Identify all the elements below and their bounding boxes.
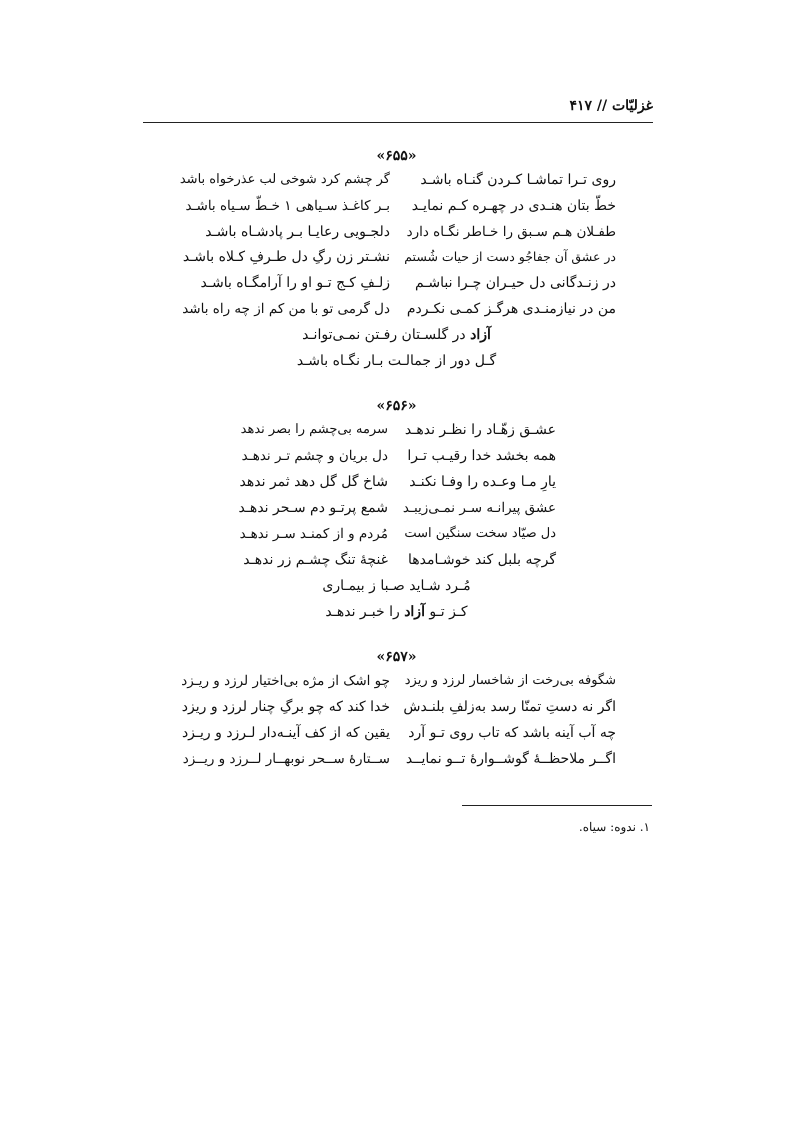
first-hemistich: عشـق زهّـاد را نظـر ندهـد: [404, 422, 556, 438]
second-hemistich: گر چشم کرد شوخی لب عذرخواه باشد: [179, 172, 390, 187]
second-hemistich: شمع پرتـو دم سـحر ندهـد: [238, 500, 388, 516]
couplet: [180, 172, 616, 192]
couplet: [238, 474, 556, 494]
couplet: [238, 448, 556, 468]
second-hemistich: نشـتر زن رگِ دل طـرفِ کـلاه باشـد: [182, 249, 390, 265]
couplet: [180, 275, 616, 295]
second-hemistich: ســتارهٔ ســحر نوبهــار لــرزد و ریــزد: [182, 751, 390, 767]
second-hemistich: دل بریان و چشم تـر ندهـد: [241, 448, 388, 464]
takhallos-line-1: مُـرد شـاید صـبا ز بیمـاری: [322, 578, 471, 594]
couplet: [238, 422, 556, 442]
second-hemistich: چو اشک از مژه بی‌اختیار لرزد و ریـزد: [181, 673, 390, 689]
first-hemistich: روی تـرا تماشـا کـردن گنـاه باشـد: [420, 172, 616, 188]
takhallos-line-1: [0, 327, 793, 343]
first-hemistich: اگر نه دستِ تمنّا رسد به‌زلفِ بلنـدش: [403, 699, 616, 715]
couplet: [180, 198, 616, 218]
first-hemistich: من در نیازمنـدی هرگـز کمـی نکـردم: [406, 301, 616, 317]
footnote: ۱. ندوه: سیاه.: [578, 820, 650, 834]
takhallos-text: کـز تـو: [424, 604, 468, 620]
couplet: [180, 301, 616, 321]
ghazal-number: «۶۵۶»: [376, 398, 417, 414]
first-hemistich: شگوفه بی‌رخت از شاخسار لرزد و ریزد: [404, 673, 616, 688]
second-hemistich: بـر کاغـذ سـیاهی ۱ خـطّ سـیاه باشـد: [185, 198, 390, 214]
first-hemistich: عشق پیرانـه سـر نمـی‌زیبـد: [402, 500, 556, 516]
couplet: [180, 224, 616, 244]
running-header: غزلیّات // ۴۱۷: [569, 98, 653, 114]
ghazal-number: «۶۵۷»: [376, 649, 417, 665]
first-hemistich: طفـلان هـم سـبق را خـاطر نگـاه دارد: [406, 224, 616, 240]
second-hemistich: سرمه بی‌چشم را بصر ندهد: [240, 422, 388, 437]
second-hemistich: دل گرمی تو با من کم از چه راه باشد: [182, 301, 390, 317]
first-hemistich: همه بخشد خدا رقیـب تـرا: [407, 448, 556, 464]
ghazal-number: «۶۵۵»: [376, 148, 417, 164]
second-hemistich: مُردم و از کمنـد سـر ندهـد: [239, 526, 388, 542]
couplet: [180, 673, 616, 693]
takhallos-text: در گلسـتان رفـتن نمـی‌توانـد: [302, 327, 471, 343]
first-hemistich: گرچه بلبل کند خوشـامدها: [408, 552, 556, 568]
couplet: [238, 500, 556, 520]
takhallos-text: را خبـر ندهـد: [325, 604, 405, 620]
couplet: [238, 526, 556, 546]
footnote-divider: [462, 805, 652, 806]
second-hemistich: یقین که از کف آینـه‌دار لـرزد و ریـزد: [181, 725, 390, 741]
second-hemistich: خدا کند که چو برگِ چنار لرزد و ریزد: [181, 699, 390, 715]
second-hemistich: دلجـویی رعایـا بـر پادشـاه باشـد: [205, 224, 390, 240]
couplet: [180, 751, 616, 771]
poet-name: آزاد: [470, 327, 491, 343]
first-hemistich: در عشق آن جفاجُو دست از حیات شُستم: [404, 249, 616, 264]
first-hemistich: چه آب آینه باشد که تاب روی تـو آرد: [408, 725, 616, 741]
poet-name: آزاد: [404, 604, 425, 620]
couplet: [180, 699, 616, 719]
first-hemistich: در زنـدگانی دل حیـران چـرا نباشـم: [414, 275, 616, 291]
couplet: [180, 725, 616, 745]
takhallos-line-2: [0, 604, 793, 620]
first-hemistich: اگــر ملاحظــهٔ گوشــوارهٔ تــو نمایــد: [405, 751, 616, 767]
second-hemistich: زلـفِ کـج تـو او را آرامگـاه باشـد: [200, 275, 390, 291]
first-hemistich: یارِ مـا وعـده را وفـا نکنـد: [409, 474, 556, 490]
couplet: [180, 249, 616, 269]
page-header: [143, 96, 653, 123]
takhallos-line-2: گـل دور از جمالـت بـار نگـاه باشـد: [296, 353, 497, 369]
second-hemistich: شاخ گل گل دهد ثمر ندهد: [239, 474, 388, 490]
first-hemistich: دل صیّاد سخت سنگین است: [404, 526, 556, 541]
first-hemistich: خطّ بتان هنـدی در چهـره کـم نمایـد: [411, 198, 616, 214]
second-hemistich: غنچهٔ تنگ چشـم زر ندهـد: [243, 552, 388, 568]
couplet: [238, 552, 556, 572]
